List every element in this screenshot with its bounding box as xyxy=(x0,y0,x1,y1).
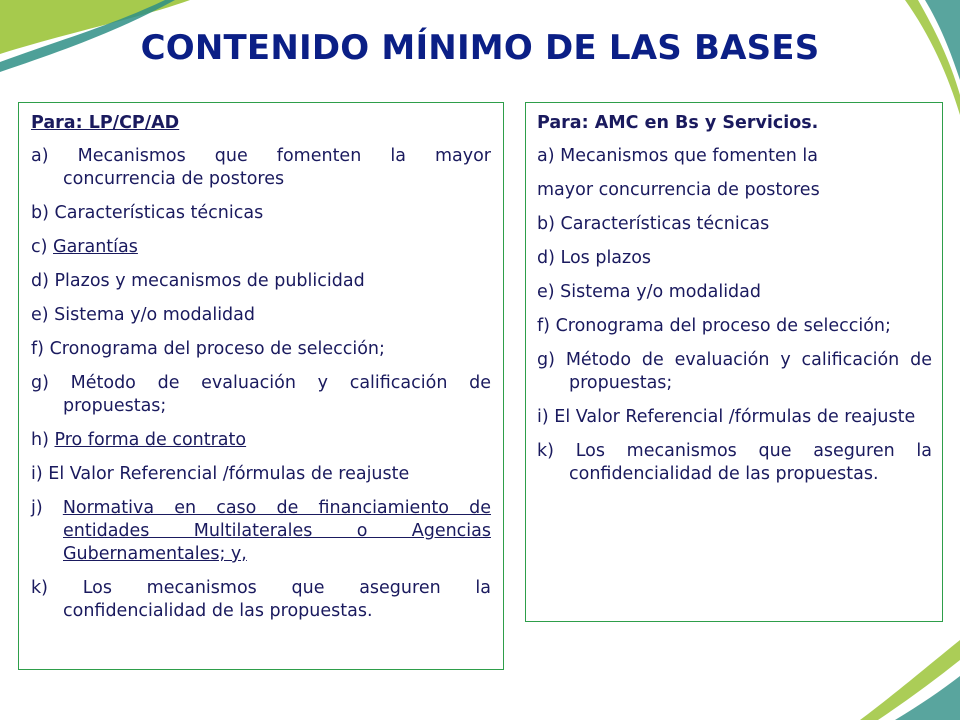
amc-content-box xyxy=(525,102,943,622)
lp-cp-ad-heading: Para: LP/CP/AD xyxy=(31,113,180,133)
normativa-financiamiento-link[interactable]: Normativa en caso de financiamiento de entidades Multilaterales o Agencias Gubernamentales; y, xyxy=(62,498,491,564)
item-prefix: i) xyxy=(537,407,555,427)
list-item xyxy=(537,349,932,395)
item-prefix: f) xyxy=(537,316,556,336)
list-item xyxy=(537,145,932,168)
item-prefix: a) xyxy=(537,146,561,166)
item-text: Cronograma del proceso de selección; xyxy=(555,316,891,336)
item-text: Mecanismos que fomenten la mayor concurrencia de postores xyxy=(63,146,491,189)
item-text: mayor concurrencia de postores xyxy=(537,180,820,200)
list-item xyxy=(537,440,932,486)
item-text: Los mecanismos que aseguren la confidencialidad de las propuestas. xyxy=(569,441,932,484)
list-item xyxy=(31,497,491,566)
item-text: Características técnicas xyxy=(560,214,770,234)
item-prefix: e) xyxy=(31,305,55,325)
list-item xyxy=(537,213,932,236)
item-text: El Valor Referencial /fórmulas de reajuste xyxy=(48,464,410,484)
list-item xyxy=(31,463,491,486)
list-item xyxy=(537,315,932,338)
item-text: El Valor Referencial /fórmulas de reajuste xyxy=(554,407,916,427)
list-item xyxy=(31,270,491,293)
list-item xyxy=(31,145,491,191)
item-prefix: g) xyxy=(31,373,71,393)
lp-cp-ad-content-box xyxy=(18,102,504,670)
list-item xyxy=(31,202,491,225)
list-item xyxy=(31,338,491,361)
list-item xyxy=(31,304,491,327)
item-prefix: h) xyxy=(31,430,55,450)
amc-heading: Para: AMC en Bs y Servicios. xyxy=(537,113,819,133)
garantias-link[interactable]: Garantías xyxy=(53,237,138,257)
list-item xyxy=(31,372,491,418)
item-text: Método de evaluación y calificación de propuestas; xyxy=(565,350,933,393)
page-title: CONTENIDO MÍNIMO DE LAS BASES xyxy=(140,28,820,68)
item-prefix: g) xyxy=(537,350,566,370)
item-prefix: f) xyxy=(31,339,50,359)
item-text: Características técnicas xyxy=(54,203,264,223)
item-text: Mecanismos que fomenten la xyxy=(560,146,819,166)
item-prefix: d) xyxy=(31,271,55,291)
item-text: Plazos y mecanismos de publicidad xyxy=(54,271,365,291)
item-prefix: e) xyxy=(537,282,561,302)
pro-forma-contrato-link[interactable]: Pro forma de contrato xyxy=(54,430,247,450)
item-text: Los plazos xyxy=(560,248,652,268)
item-prefix: b) xyxy=(31,203,55,223)
item-text: Método de evaluación y calificación de propuestas; xyxy=(63,373,491,416)
list-item xyxy=(31,429,491,452)
item-prefix: i) xyxy=(31,464,49,484)
item-prefix: b) xyxy=(537,214,561,234)
list-item xyxy=(31,577,491,623)
list-item xyxy=(537,281,932,304)
list-item xyxy=(537,406,932,429)
list-item xyxy=(31,236,491,259)
item-text: Los mecanismos que aseguren la confidencialidad de las propuestas. xyxy=(63,578,491,621)
item-prefix: a) xyxy=(31,146,78,166)
list-item xyxy=(537,247,932,270)
item-prefix: k) xyxy=(31,578,83,598)
item-prefix: d) xyxy=(537,248,561,268)
item-text: Sistema y/o modalidad xyxy=(560,282,761,302)
item-text: Sistema y/o modalidad xyxy=(54,305,255,325)
item-text: Cronograma del proceso de selección; xyxy=(49,339,385,359)
item-prefix: j) xyxy=(31,498,63,518)
item-prefix: c) xyxy=(31,237,54,257)
list-item xyxy=(537,179,932,202)
item-prefix: k) xyxy=(537,441,576,461)
